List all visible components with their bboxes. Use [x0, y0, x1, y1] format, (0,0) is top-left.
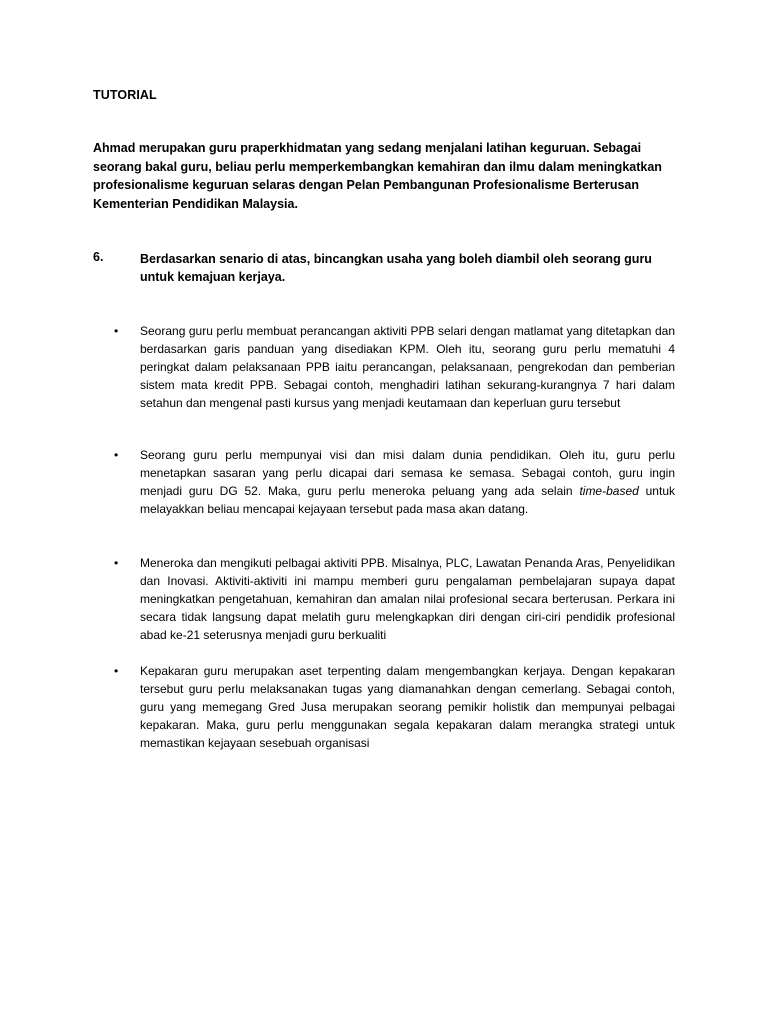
bullet-icon: • [114, 324, 119, 338]
answer-point-2-italic-term: time-based [579, 484, 639, 498]
answer-point-2-text-end: untuk melayakkan beliau mencapai kejayaan tersebut pada masa akan datang. [140, 484, 675, 516]
question-number: 6. [93, 250, 104, 264]
bullet-icon: • [114, 556, 119, 570]
answer-point-3: Meneroka dan mengikuti pelbagai aktiviti PPB. Misalnya, PLC, Lawatan Penanda Aras, Penyelidikan dan Inovasi. Aktiviti-aktiviti ini mampu memberi guru pengalaman pembelajaran supaya dapat meningkatkan pengetahuan, kemahiran dan amalan nilai profesional secara berterusan. Perkara ini secara tidak langsung dapat melatih guru melengkapkan diri dengan ciri-ciri pendidik profesional abad ke-21 seterusnya menjadi guru berkualiti [140, 556, 675, 642]
answer-point-4: Kepakaran guru merupakan aset terpenting dalam mengembangkan kerjaya. Dengan kepakaran tersebut guru perlu melaksanakan tugas yang diamanahkan dengan cemerlang. Sebagai contoh, guru yang memegang Gred Jusa merupakan seorang pemikir holistik dan mempunyai pelbagai kepakaran. Maka, guru perlu menggunakan segala kepakaran dalam merangka strategi untuk memastikan kejayaan sesebuah organisasi [140, 664, 675, 750]
bullet-icon: • [114, 664, 119, 678]
scenario-paragraph: Ahmad merupakan guru praperkhidmatan yang sedang menjalani latihan keguruan. Sebagai seorang bakal guru, beliau perlu memperkembangkan kemahiran dan ilmu dalam meningkatkan profesionalisme keguruan selaras dengan Pelan Pembangunan Profesionalisme Berterusan Kementerian Pendidikan Malaysia. [93, 141, 662, 211]
bullet-icon: • [114, 448, 119, 462]
document-title: TUTORIAL [93, 88, 157, 102]
answer-point-2 [140, 446, 675, 518]
answer-point-2-text-start: Seorang guru perlu mempunyai visi dan misi dalam dunia pendidikan. Oleh itu, guru perlu menetapkan sasaran yang perlu dicapai dari semasa ke semasa. Sebagai contoh, guru ingin menjadi guru DG 52. Maka, guru perlu meneroka peluang yang ada selain [140, 448, 675, 498]
answer-point-1: Seorang guru perlu membuat perancangan aktiviti PPB selari dengan matlamat yang ditetapkan dan berdasarkan garis panduan yang disediakan KPM. Oleh itu, seorang guru perlu mematuhi 4 peringkat dalam pelaksanaan PPB iaitu perancangan, pelaksanaan, pengrekodan dan pemberian sistem mata kredit PPB. Sebagai contoh, menghadiri latihan sekurang-kurangnya 7 hari dalam setahun dan mengenal pasti kursus yang menjadi keutamaan dan keperluan guru tersebut [140, 324, 675, 410]
question-text: Berdasarkan senario di atas, bincangkan usaha yang boleh diambil oleh seorang guru untuk kemajuan kerjaya. [140, 252, 652, 284]
